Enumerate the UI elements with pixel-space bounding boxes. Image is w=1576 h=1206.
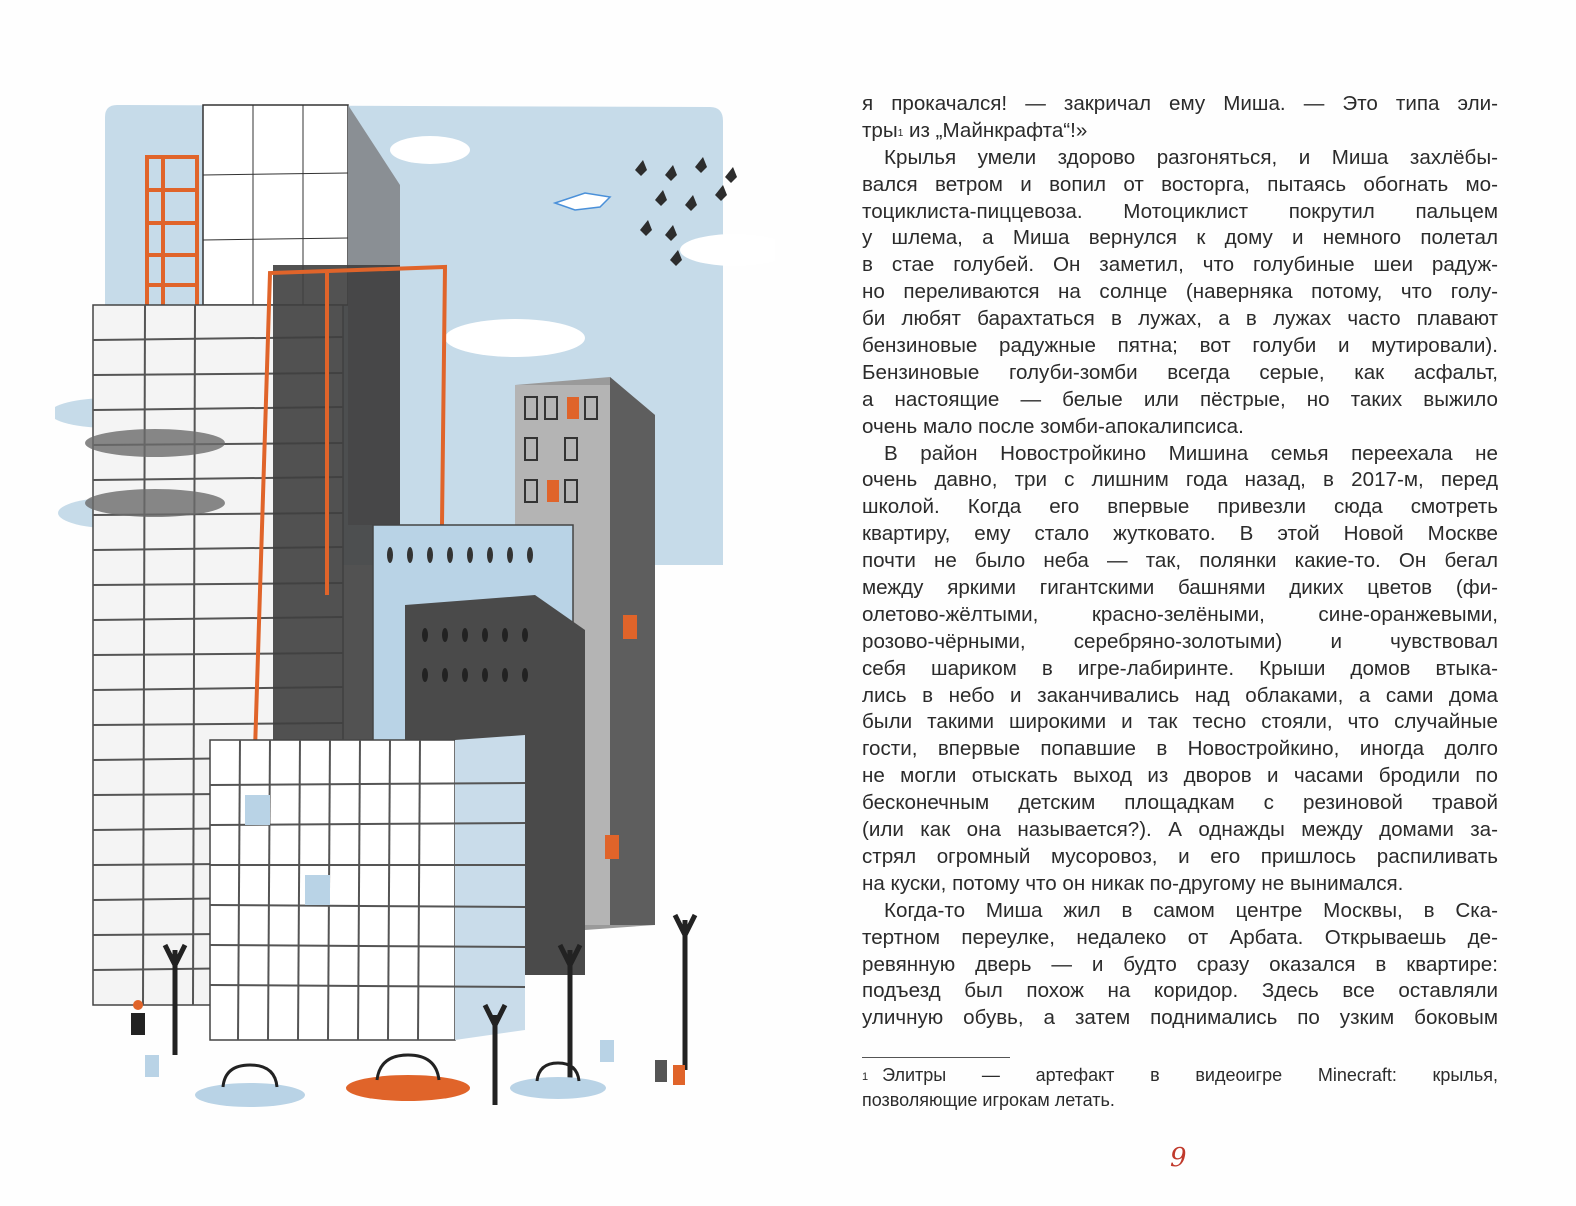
text-line: очень давно, три с лишним года назад, в 2017-м, перед <box>862 468 1498 492</box>
footnote <box>862 1063 1498 1113</box>
text-line: Бензиновые голуби-зомби всегда серые, как асфальт, <box>862 360 1498 384</box>
footnote-line-2: позволяющие игрокам летать. <box>862 1090 1115 1110</box>
text-line: ревянную дверь — и будто сразу оказался в квартире: <box>862 952 1498 976</box>
text-line: почти не было неба — так, полянки какие-то. Он бегал <box>862 549 1498 573</box>
city-illustration <box>55 95 775 1115</box>
text-line: тоциклиста-пиццевоза. Мотоциклист покрутил пальцем <box>862 199 1498 223</box>
text-line: школой. Когда его впервые привезли сюда смотреть <box>862 495 1498 519</box>
text-line: олетово-жёлтыми, красно-зелёными, сине-оранжевыми, <box>862 602 1498 626</box>
text-line: не могли отыскать выход из дворов и часами бродили по <box>862 764 1498 788</box>
body-text <box>862 91 1498 1032</box>
text-line: вался ветром и вопил от восторга, пытаясь обогнать мо- <box>862 172 1498 196</box>
text-line: очень мало после зомби-апокалипсиса. <box>862 414 1244 438</box>
text-line: лись в небо и заканчивались над облаками, а сами дома <box>862 683 1498 707</box>
text-line: квартиру, ему стало жутковато. В этой Новой Москве <box>862 522 1498 546</box>
text-line: между яркими гигантскими башнями диких цветов (фи- <box>862 576 1498 600</box>
text-line: тертном переулке, недалеко от Арбата. Открываешь де- <box>862 925 1498 949</box>
text-line: себя шариком в игре-лабиринте. Крыши домов втыка- <box>862 656 1498 680</box>
footnote-reference[interactable]: 1 <box>897 127 904 139</box>
page-number: 9 <box>1170 1143 1187 1173</box>
text-line: подъезд был похож на коридор. Здесь все оставляли <box>862 979 1498 1003</box>
text-line: я прокачался! — закричал ему Миша. — Это типа эли- <box>862 92 1498 115</box>
text-line: в стае голубей. Он заметил, что голубиные шеи радуж- <box>862 253 1498 277</box>
text-line: тры$^1$ из „Майнкрафта“!» <box>862 118 1088 142</box>
text-line: В район Новостройкино Мишина семья переехала не <box>884 441 1498 465</box>
text-line: бесконечным детским площадкам с резиновой травой <box>862 791 1498 815</box>
text-line: на куски, потому что он никак по-другому не вынимался. <box>862 871 1404 895</box>
text-line: Крылья умели здорово разгоняться, и Миша захлёбы- <box>884 145 1498 169</box>
text-line: были такими широкими и так тесно стояли, что случайные <box>862 710 1498 734</box>
text-line: а настоящие — белые или пёстрые, но таких выжило <box>862 387 1498 411</box>
text-line: уличную обувь, а затем поднимались по узким боковым <box>862 1006 1498 1030</box>
text-line: но переливаются на солнце (наверняка потому, что голу- <box>862 280 1498 304</box>
footnote-line-1 <box>862 1063 1498 1088</box>
text-line: би любят барахтаться в лужах, а в лужах часто плавают <box>862 307 1498 331</box>
text-line: (или как она называется?). А однажды между домами за- <box>862 818 1498 842</box>
text-line: у шлема, а Миша вернулся к дому и немного полетал <box>862 226 1498 250</box>
footnote-divider <box>862 1057 1010 1058</box>
text-line: Когда-то Миша жил в самом центре Москвы, в Ска- <box>884 898 1498 922</box>
text-line: стрял огромный мусоровоз, и его пришлось распиливать <box>862 844 1498 868</box>
text-page <box>862 91 1498 1032</box>
text-line: бензиновые радужные пятна; вот голуби и мутировали). <box>862 334 1498 358</box>
footnote-mark: 1 <box>862 1071 869 1083</box>
text-line: розово-чёрными, серебряно-золотыми) и чувствовал <box>862 629 1498 653</box>
text-line: гости, впервые попавшие в Новостройкино, иногда долго <box>862 737 1498 761</box>
footnote-text: Элитры — артефакт в видеоигре Minecraft: крылья, <box>882 1065 1498 1085</box>
